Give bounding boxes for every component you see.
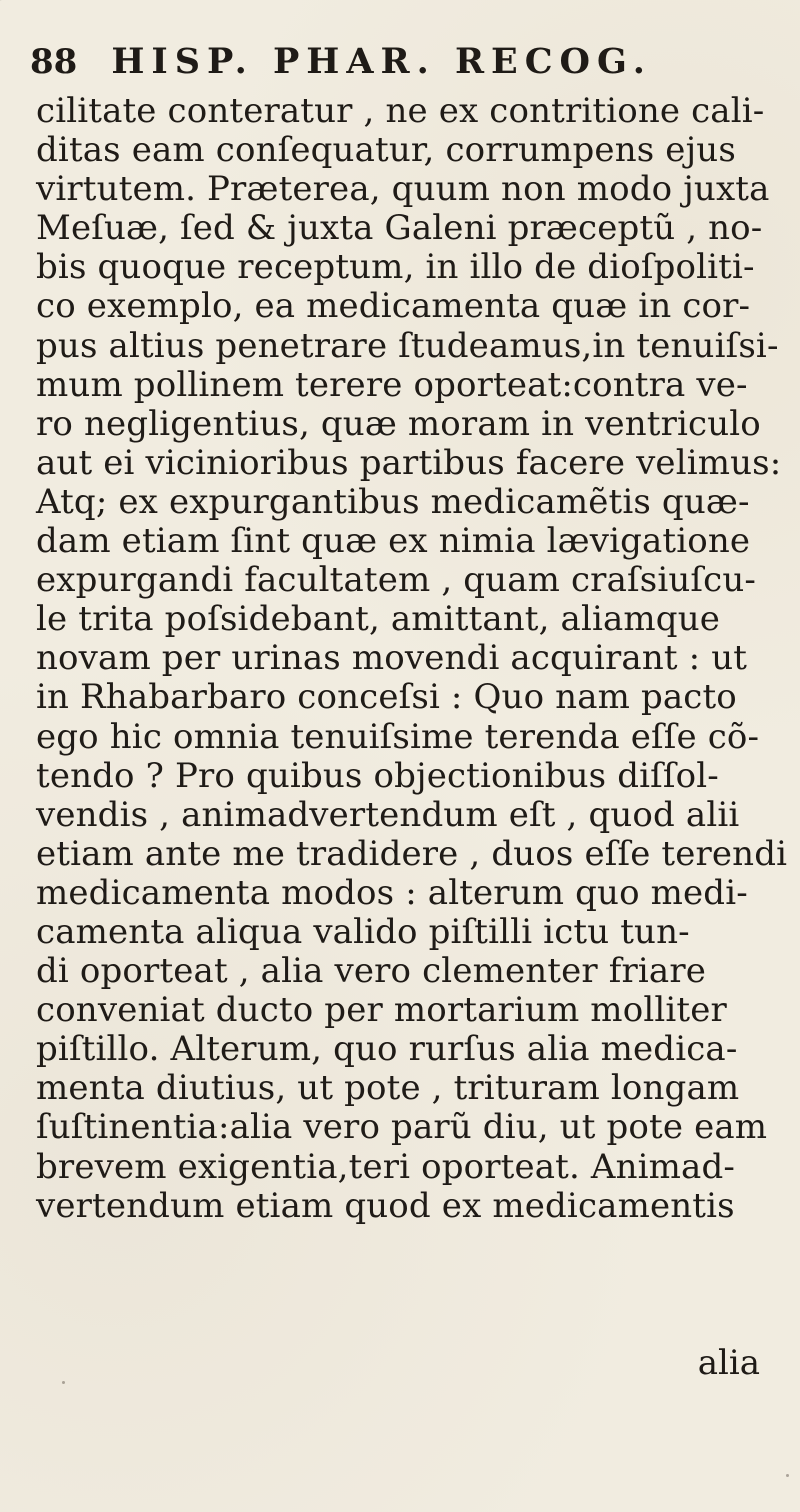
text-line: ro negligentius, quæ moram in ventriculo — [36, 403, 761, 444]
text-line: dam etiam ſint quæ ex nimia lævigatione — [36, 521, 751, 562]
page-number: 88 — [30, 42, 78, 82]
text-line: Meſuæ, ſed & juxta Galeni præceptũ , no- — [36, 208, 763, 249]
text-line: brevem exigentia,teri oporteat. Animad- — [36, 1146, 736, 1187]
paper-speck — [62, 1381, 65, 1384]
text-line: medicamenta modos : alterum quo medi- — [36, 872, 748, 913]
text-line: camenta aliqua valido piſtilli ictu tun- — [36, 911, 690, 952]
text-line: piſtillo. Alterum, quo rurſus alia medica- — [36, 1029, 738, 1070]
text-line: co exemplo, ea medicamenta quæ in cor- — [36, 286, 751, 327]
text-line: ego hic omnia tenuiſsime terenda eſſe cõ- — [36, 716, 760, 757]
text-line: etiam ante me tradidere , duos eſſe terendi — [36, 833, 788, 874]
text-line: menta diutius, ut pote , trituram longam — [36, 1068, 740, 1109]
text-line: novam per urinas movendi acquirant : ut — [36, 638, 748, 679]
text-line: virtutem. Præterea, quum non modo juxta — [36, 169, 770, 210]
text-line: di oporteat , alia vero clementer friare — [36, 951, 706, 992]
text-line: aut ei vicinioribus partibus facere velimus: — [36, 442, 782, 483]
text-line: bis quoque receptum, in illo de dioſpoliti- — [36, 247, 755, 288]
running-head: HISP. PHAR. RECOG. — [111, 41, 652, 82]
text-line: ſuſtinentia:alia vero parũ diu, ut pote eam — [36, 1107, 768, 1148]
text-line: pus altius penetrare ſtudeamus,in tenuiſsi- — [36, 325, 779, 366]
text-line: in Rhabarbaro conceſsi : Quo nam pacto — [36, 677, 737, 718]
catchword: alia — [697, 1343, 760, 1383]
text-line: Atq; ex expurgantibus medicamẽtis quæ- — [36, 481, 750, 522]
text-line: mum pollinem terere oporteat:contra ve- — [36, 364, 748, 405]
text-line: tendo ? Pro quibus objectionibus diſſol- — [36, 755, 719, 796]
paper-speck — [786, 1474, 789, 1477]
text-line: le trita poſsidebant, amittant, aliamque — [36, 599, 721, 640]
text-line: conveniat ducto per mortarium molliter — [36, 990, 727, 1031]
page-corner-fold — [0, 0, 70, 39]
body-text — [36, 91, 788, 1226]
text-line: expurgandi facultatem , quam craſsiuſcu- — [36, 560, 756, 601]
text-line: vendis , animadvertendum eſt , quod alii — [36, 794, 740, 835]
text-line: cilitate conteratur , ne ex contritione cali- — [36, 91, 765, 131]
page-header — [30, 41, 760, 98]
text-line: vertendum etiam quod ex medicamentis — [36, 1185, 735, 1226]
text-line: ditas eam conſequatur, corrumpens ejus — [36, 130, 736, 171]
